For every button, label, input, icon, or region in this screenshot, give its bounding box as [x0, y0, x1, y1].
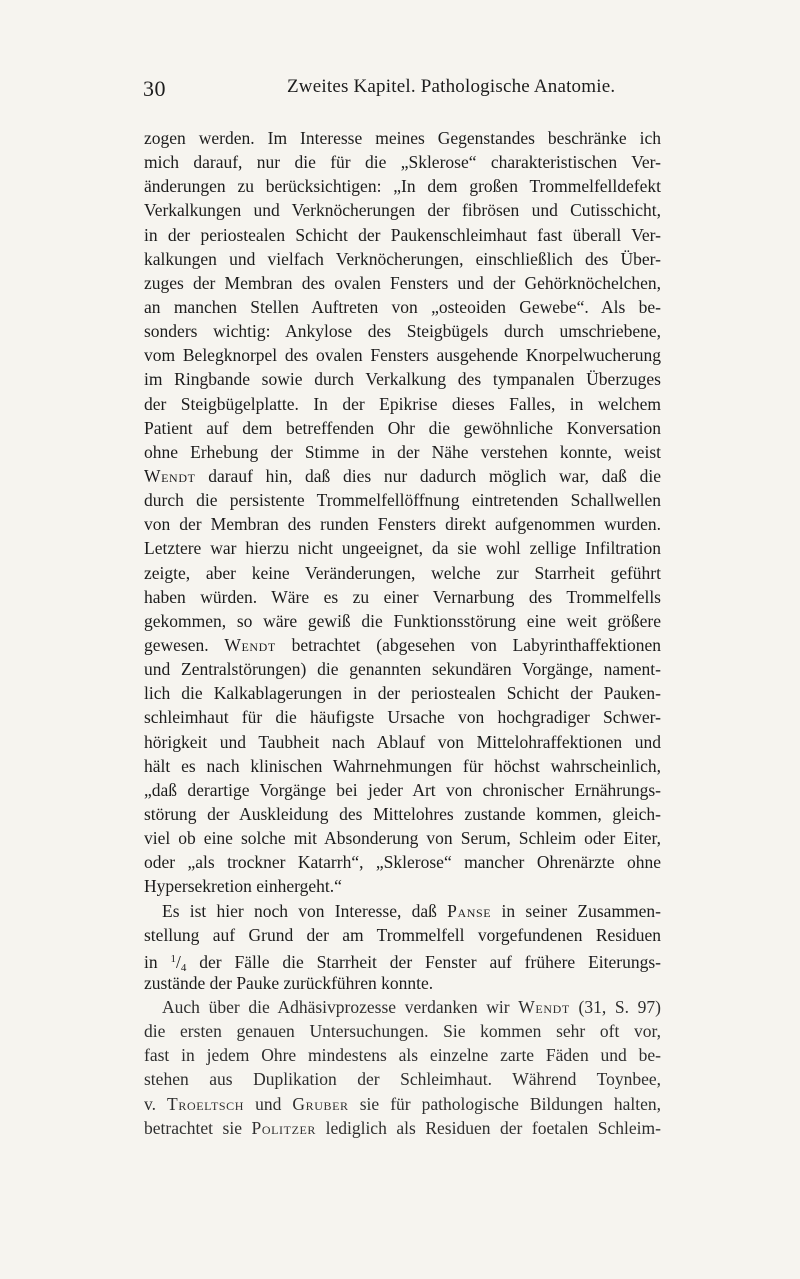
text-line: die ersten genauen Untersuchungen. Sie kommen sehr oft vor,	[144, 1021, 661, 1042]
text-line: v. Troeltsch und Gruber sie für pathologische Bildungen halten,	[144, 1093, 662, 1114]
text-line: fast in jedem Ohre mindestens als einzelne zarte Fäden und be-	[144, 1045, 661, 1066]
text-line: sonders wichtig: Ankylose des Steigbügels durch umschriebene,	[144, 321, 661, 342]
text-line: von der Membran des runden Fensters direkt aufgenommen wurden.	[144, 514, 661, 535]
text-line: kalkungen und vielfach Verknöcherungen, einschließlich des Über-	[144, 248, 661, 269]
text-line: Verkalkungen und Verknöcherungen der fibrösen und Cutisschicht,	[144, 200, 661, 221]
page-number: 30	[143, 76, 166, 101]
text-line: vom Belegknorpel des ovalen Fensters ausgehende Knorpelwucherung	[144, 345, 661, 366]
running-head: Zweites Kapitel. Pathologische Anatomie.	[287, 76, 616, 97]
fraction: $^1/_4$	[170, 951, 187, 974]
text-line: mich darauf, nur die für die „Sklerose“ charakteristischen Ver-	[144, 152, 661, 173]
text-line: zeigte, aber keine Veränderungen, welche zur Starrheit geführt	[144, 562, 661, 583]
text-line: betrachtet sie Politzer lediglich als Residuen der foetalen Schleim-	[144, 1117, 661, 1138]
text-line: schleimhaut für die häufigste Ursache von hochgradiger Schwer-	[144, 707, 661, 728]
text-line: im Ringbande sowie durch Verkalkung des tympanalen Überzuges	[144, 369, 661, 390]
text-line: störung der Auskleidung des Mittelohres zustande kommen, gleich-	[144, 803, 661, 824]
text-line: haben würden. Wäre es zu einer Vernarbung des Trommelfells	[144, 586, 661, 607]
text-line: Es ist hier noch von Interesse, daß Panse in seiner Zusammen-	[162, 900, 662, 921]
text-line: viel ob eine solche mit Absonderung von Serum, Schleim oder Eiter,	[144, 828, 661, 849]
author-name: Gruber	[292, 1093, 349, 1114]
text-line: stellung auf Grund der am Trommelfell vorgefundenen Residuen	[144, 924, 661, 945]
text-line: gewesen. Wendt betrachtet (abgesehen von Labyrinthaffektionen	[144, 634, 661, 655]
text-line: „daß derartige Vorgänge bei jeder Art von chronischer Ernährungs-	[144, 779, 661, 800]
text-line: der Steigbügelplatte. In der Epikrise dieses Falles, in welchem	[144, 393, 661, 414]
text-line: hält es nach klinischen Wahrnehmungen für höchst wahrscheinlich,	[144, 755, 661, 776]
author-name: Wendt	[518, 997, 570, 1018]
text-line: durch die persistente Trommelfellöffnung eintretenden Schallwellen	[144, 490, 661, 511]
text-line: und Zentralstörungen) die genannten sekundären Vorgänge, nament-	[144, 659, 661, 680]
author-name: Panse	[447, 900, 492, 921]
text-line: an manchen Stellen Auftreten von „osteoiden Gewebe“. Als be-	[144, 296, 661, 317]
text-line: oder „als trockner Katarrh“, „Sklerose“ mancher Ohrenärzte ohne	[144, 852, 661, 873]
text-line: Patient auf dem betreffenden Ohr die gewöhnliche Konversation	[144, 417, 661, 438]
text-line: lich die Kalkablagerungen in der periostealen Schicht der Pauken-	[144, 683, 661, 704]
text-line: stehen aus Duplikation der Schleimhaut. Während Toynbee,	[144, 1069, 661, 1090]
text-line: gekommen, so wäre gewiß die Funktionsstörung eine weit größere	[144, 610, 661, 631]
author-name: Wendt	[144, 465, 196, 486]
author-name: Wendt	[224, 634, 276, 655]
text-line: in $^1/_4$ der Fälle die Starrheit der Fenster auf frühere Eiterungs-	[144, 951, 661, 974]
author-name: Politzer	[251, 1117, 317, 1138]
text-line: in der periostealen Schicht der Paukenschleimhaut fast überall Ver-	[144, 224, 661, 245]
text-line: änderungen zu berücksichtigen: „In dem großen Trommelfelldefekt	[144, 176, 661, 197]
body-text	[144, 126, 661, 1140]
page-header	[143, 76, 658, 106]
text-line: zogen werden. Im Interesse meines Gegenstandes beschränke ich	[144, 128, 661, 148]
text-line: Auch über die Adhäsivprozesse verdanken wir Wendt (31, S. 97)	[162, 997, 661, 1018]
text-line: Letztere war hierzu nicht ungeeignet, da sie wohl zellige Infiltration	[144, 538, 661, 559]
text-line: Hypersekretion einhergeht.“	[144, 876, 342, 897]
text-line: zustände der Pauke zurückführen konnte.	[144, 972, 434, 993]
text-line: hörigkeit und Taubheit nach Ablauf von Mittelohraffektionen und	[144, 731, 661, 752]
text-line: ohne Erhebung der Stimme in der Nähe verstehen konnte, weist	[144, 441, 661, 462]
text-line: zuges der Membran des ovalen Fensters und der Gehörknöchelchen,	[144, 272, 661, 293]
text-line: Wendt darauf hin, daß dies nur dadurch möglich war, daß die	[144, 465, 661, 486]
author-name: Troeltsch	[167, 1093, 245, 1114]
